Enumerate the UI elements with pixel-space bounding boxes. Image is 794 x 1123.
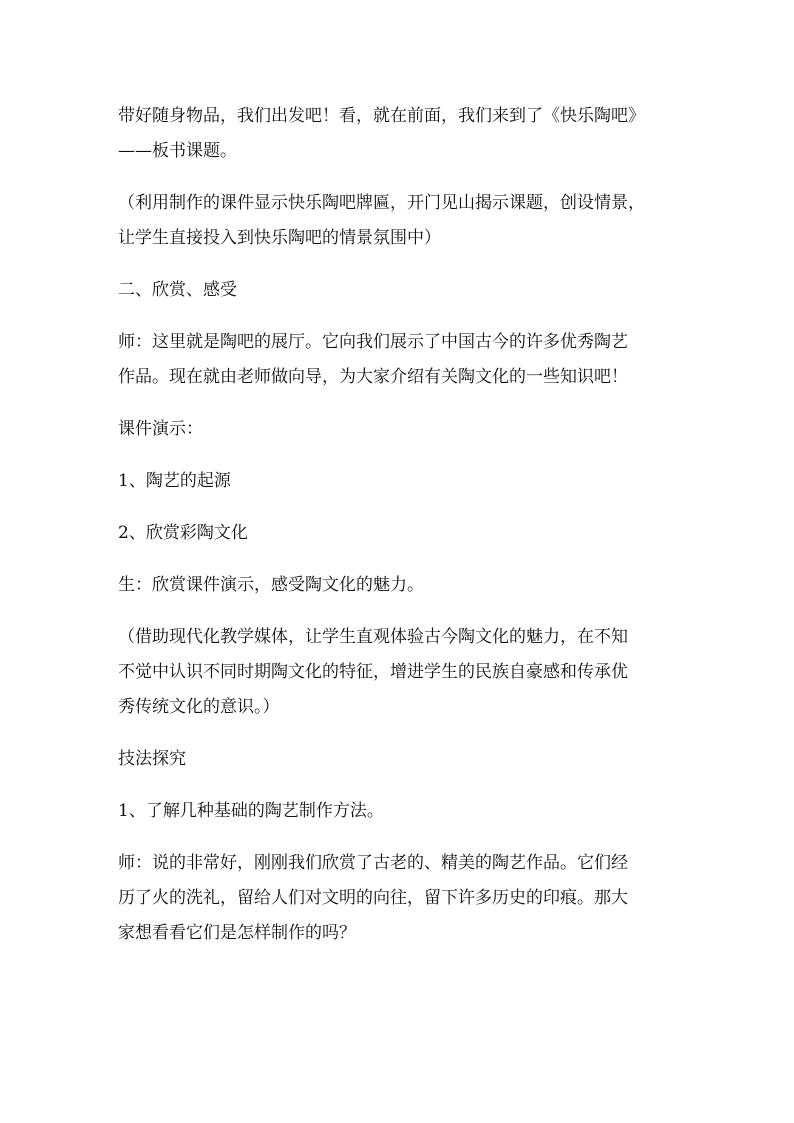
text-line: 技法探究 (118, 749, 186, 769)
text-line: 让学生直接投入到快乐陶吧的情景氛围中） (118, 228, 441, 248)
paragraph-teacher-exhibit (118, 325, 696, 395)
text-line: 师：这里就是陶吧的展厅。它向我们展示了中国古今的许多优秀陶艺 (118, 332, 628, 352)
text-line: 1、陶艺的起源 (118, 471, 231, 491)
text-line: 课件演示： (118, 419, 203, 439)
paragraph-teacher-question (118, 846, 696, 951)
text-line: 作品。现在就由老师做向导，为大家介绍有关陶文化的一些知识吧！ (118, 367, 628, 387)
section-heading-appreciate (118, 273, 696, 308)
list-item-basic-methods (118, 794, 696, 829)
document-body (118, 99, 696, 968)
text-line: 带好随身物品，我们出发吧！看，就在前面，我们来到了《快乐陶吧》 (118, 106, 645, 126)
text-line: ——板书课题。 (118, 141, 237, 161)
text-line: 1、了解几种基础的陶艺制作方法。 (118, 801, 384, 821)
paragraph-courseware-demo (118, 412, 696, 447)
text-line: 秀传统文化的意识。） (118, 697, 280, 717)
text-line: 师：说的非常好，刚刚我们欣赏了古老的、精美的陶艺作品。它们经 (118, 853, 628, 873)
paragraph-student-appreciate (118, 568, 696, 603)
list-item-painted-pottery (118, 516, 696, 551)
paragraph-note-courseware (118, 186, 696, 256)
text-line: （借助现代化教学媒体，让学生直观体验古今陶文化的魅力，在不知 (118, 627, 628, 647)
text-line: 家想看看它们是怎样制作的吗？ (118, 923, 356, 943)
text-line: 二、欣赏、感受 (118, 280, 237, 300)
text-line: 不觉中认识不同时期陶文化的特征，增进学生的民族自豪感和传承优 (118, 662, 628, 682)
text-line: 生：欣赏课件演示，感受陶文化的魅力。 (118, 575, 424, 595)
text-line: （利用制作的课件显示快乐陶吧牌匾，开门见山揭示课题，创设情景， (118, 193, 645, 213)
paragraph-note-media (118, 620, 696, 725)
text-line: 历了火的洗礼，留给人们对文明的向往，留下许多历史的印痕。那大 (118, 888, 628, 908)
paragraph-intro (118, 99, 696, 169)
section-heading-technique (118, 742, 696, 777)
text-line: 2、欣赏彩陶文化 (118, 523, 248, 543)
list-item-origin (118, 464, 696, 499)
